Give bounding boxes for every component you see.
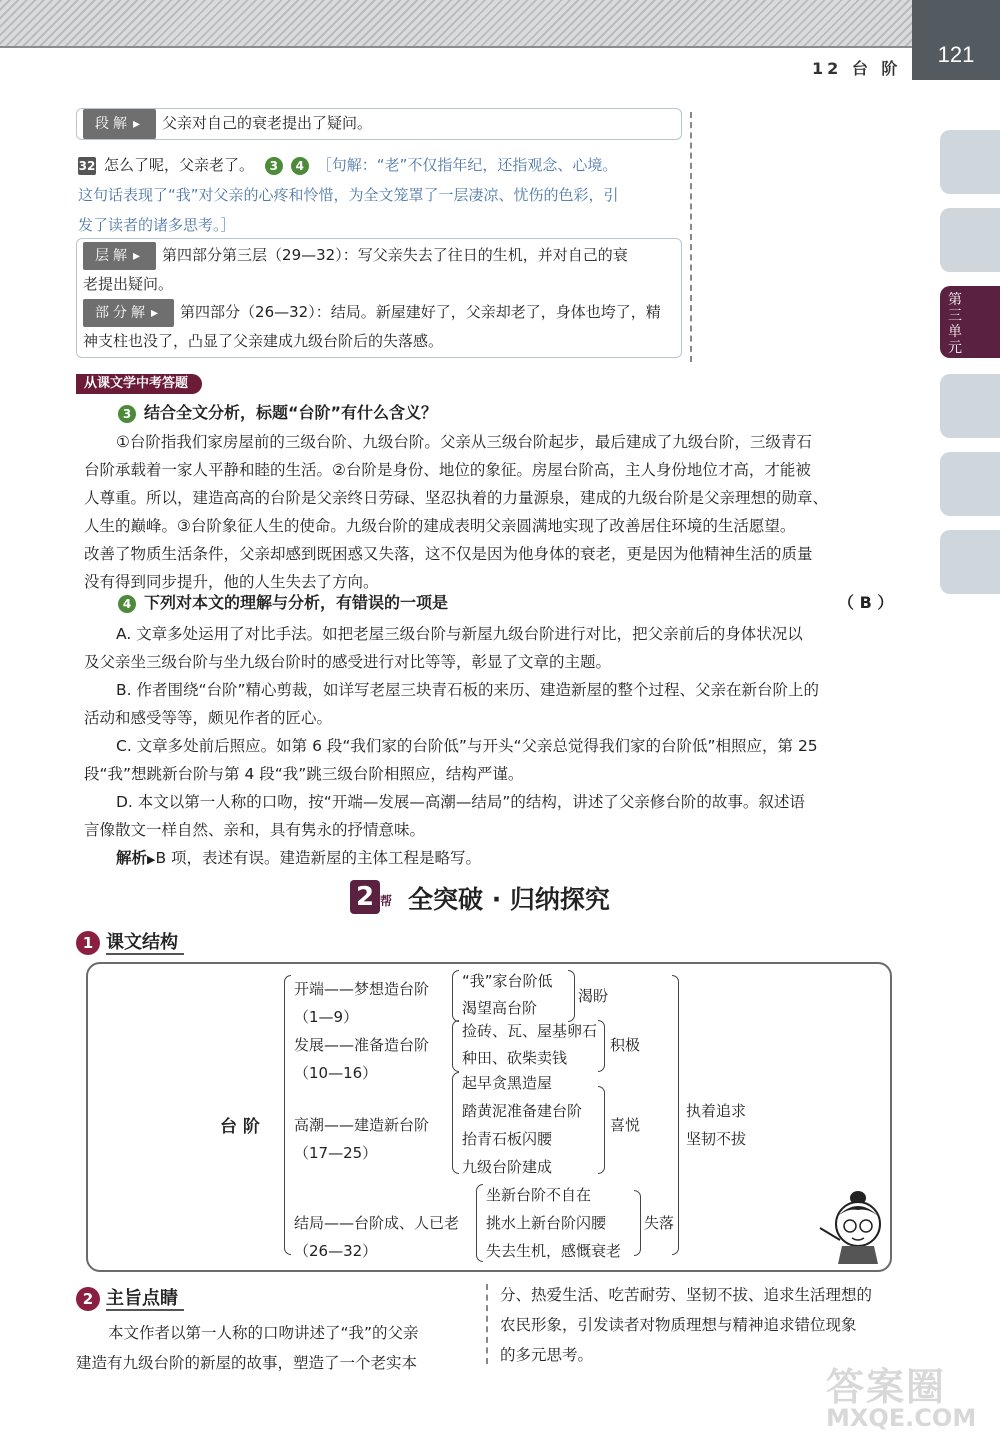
- answer-line: ①台阶指我们家房屋前的三级台阶、九级台阶。父亲从三级台阶起步，最后建成了九级台阶，三级青石: [116, 433, 812, 451]
- structure-title: 课文结构: [106, 932, 184, 955]
- part-note-text-2: 神支柱也没了，凸显了父亲建成九级台阶后的失落感。: [83, 332, 444, 350]
- paragraph-32: [78, 150, 688, 240]
- branch-label: 发展——准备造台阶: [294, 1036, 430, 1054]
- structure-num: 1: [76, 931, 100, 955]
- summary-1: 执着追求: [686, 1102, 747, 1120]
- branch-brace: [452, 1020, 459, 1072]
- summary-brace: [672, 975, 679, 1255]
- branch-label: 结局——台阶成、人已老: [294, 1214, 460, 1232]
- summary-2: 坚韧不拔: [686, 1130, 747, 1148]
- option-c-line1: C. 文章多处前后照应。如第 6 段“我们家的台阶低”与开头“父亲总觉得我们家的台阶低”相照应，第 25: [116, 737, 818, 755]
- section-title: 全突破 · 归纳探究: [408, 885, 610, 914]
- item-brace: [598, 1086, 605, 1174]
- header-band: [0, 0, 912, 46]
- branch-item: 种田、砍柴卖钱: [462, 1049, 568, 1067]
- branch-brace: [476, 1184, 483, 1262]
- question-3-icon: 3: [118, 405, 136, 423]
- part-note-tag: 部分解 ▸: [83, 299, 174, 327]
- sentence-note-3: 发了读者的诸多思考。］: [78, 216, 236, 234]
- sentence-note-1: ［句解：“老”不仅指年纪，还指观念、心境。: [316, 156, 618, 174]
- side-tab-6[interactable]: [940, 530, 1000, 594]
- layer-note-box: [76, 238, 682, 358]
- branch-item: 失去生机，感慨衰老: [486, 1242, 622, 1260]
- analysis-label: 解析: [116, 849, 148, 867]
- theme-left: [76, 1318, 476, 1378]
- question-3: [118, 400, 437, 426]
- diagram-root: 台 阶: [220, 1117, 260, 1137]
- dashed-guide: [690, 112, 692, 362]
- theme-line: 本文作者以第一人称的口吻讲述了“我”的父亲: [108, 1324, 419, 1342]
- layer-note-tag: 层解 ▸: [83, 242, 156, 270]
- watermark-logo: 答案圈: [826, 1365, 947, 1409]
- theme-line: 的多元思考。: [500, 1346, 594, 1364]
- answer-line: 改善了物质生活条件，父亲却感到既困惑又失落，这不仅是因为他身体的衰老，更是因为他精神生活的质量: [84, 545, 813, 563]
- question-4-text: 下列对本文的理解与分析，有错误的一项是: [144, 593, 449, 612]
- paragraph-note-text: 父亲对自己的衰老提出了疑问。: [162, 114, 373, 132]
- side-tab-active-label: 第三单元: [948, 292, 962, 356]
- side-tab-4[interactable]: [940, 374, 1000, 438]
- option-d-line1: D. 本文以第一人称的口吻，按“开端—发展—高潮—结局”的结构，讲述了父亲修台阶的故事。叙述语: [116, 793, 805, 811]
- answer-line: 没有得到同步提升，他的人生失去了方向。: [84, 573, 379, 591]
- question-4-icon: 4: [118, 595, 136, 613]
- branch-item: 捡砖、瓦、屋基卵石: [462, 1022, 598, 1040]
- paragraph-note-box: [76, 108, 682, 140]
- exam-banner: 从课文学中考答题: [76, 374, 202, 394]
- branch-item: 九级台阶建成: [462, 1158, 553, 1176]
- question-mark-4: 4: [291, 157, 309, 175]
- option-d-line2: 言像散文一样自然、亲和，具有隽永的抒情意味。: [84, 821, 426, 839]
- theme-num: 2: [76, 1287, 100, 1311]
- answer-line: 人生的巅峰。③台阶象征人生的使命。九级台阶的建成表明父亲圆满地实现了改善居住环境的生活愿望。: [84, 517, 796, 535]
- option-b-line1: B. 作者围绕“台阶”精心剪裁，如详写老屋三块青石板的来历、建造新屋的整个过程、父亲在新台阶上的: [116, 681, 820, 699]
- item-brace: [568, 970, 575, 1022]
- branch-mood: 失落: [644, 1214, 675, 1232]
- answer-line: 人尊重。所以，建造高高的台阶是父亲终日劳碌、坚忍执着的力量源泉，建成的九级台阶是父亲理想的勋章、: [84, 489, 829, 507]
- question-4: [118, 590, 448, 616]
- branch-item: 抬青石板闪腰: [462, 1130, 553, 1148]
- option-a-line1: A. 文章多处运用了对比手法。如把老屋三级台阶与新屋九级台阶进行对比，把父亲前后的身体状况以: [116, 625, 803, 643]
- branch-item: 起早贪黑造屋: [462, 1074, 553, 1092]
- paragraph-number: 32: [78, 159, 96, 173]
- paragraph-note-tag: 段解 ▸: [83, 109, 156, 139]
- structure-heading: [76, 928, 184, 955]
- theme-line: 农民形象，引发读者对物质理想与精神追求错位现象: [500, 1316, 857, 1334]
- branch-mood: 喜悦: [610, 1116, 641, 1134]
- branch-item: 渴望高台阶: [462, 999, 538, 1017]
- chapter-title: 12 台 阶: [812, 59, 902, 78]
- root-brace: [284, 975, 291, 1255]
- side-tab-active[interactable]: [940, 286, 1000, 358]
- branch-brace: [452, 1072, 459, 1174]
- branch-brace: [452, 970, 459, 1022]
- option-c-line2: 段“我”想跳新台阶与第 4 段“我”跳三级台阶相照应，结构严谨。: [84, 765, 524, 783]
- option-a-line2: 及父亲坐三级台阶与坐九级台阶时的感受进行对比等等，彰显了文章的主题。: [84, 653, 612, 671]
- theme-heading: [76, 1284, 184, 1311]
- side-tab-5[interactable]: [940, 452, 1000, 516]
- section-badge-sub: 帮: [380, 894, 393, 908]
- watermark-url: MXQE.COM: [826, 1404, 977, 1432]
- question-4-answer: （ B ）: [838, 593, 894, 612]
- column-divider: [486, 1284, 488, 1364]
- question-3-answer: [84, 428, 892, 596]
- branch-range: （10—16）: [294, 1064, 378, 1082]
- theme-line: 分、热爱生活、吃苦耐劳、坚韧不拔、追求生活理想的: [500, 1286, 873, 1304]
- page-number: 121: [937, 42, 975, 67]
- side-tab-2[interactable]: [940, 208, 1000, 272]
- branch-range: （1—9）: [294, 1008, 359, 1026]
- header-rule: [0, 46, 912, 48]
- branch-range: （17—25）: [294, 1144, 378, 1162]
- section-heading: [350, 878, 650, 918]
- layer-note-text-2: 老提出疑问。: [83, 275, 174, 293]
- theme-title: 主旨点睛: [106, 1288, 184, 1311]
- branch-item: 坐新台阶不自在: [486, 1186, 592, 1204]
- analysis-text: B 项，表述有误。建造新屋的主体工程是略写。: [155, 849, 482, 867]
- item-brace: [598, 1020, 605, 1072]
- branch-item: 踏黄泥准备建台阶: [462, 1102, 583, 1120]
- question-3-text: 结合全文分析，标题“台阶”有什么含义？: [144, 403, 438, 422]
- part-note-text-1: 第四部分（26—32）：结局。新屋建好了，父亲却老了，身体也垮了，精: [180, 303, 661, 321]
- theme-line: 建造有九级台阶的新屋的故事，塑造了一个老实本: [76, 1354, 418, 1372]
- sentence-note-2: 这句话表现了“我”对父亲的心疼和怜惜，为全文笼罩了一层凄凉、忧伤的色彩，引: [78, 186, 619, 204]
- item-brace: [634, 1190, 641, 1256]
- layer-note-text-1: 第四部分第三层（29—32）：写父亲失去了往日的生机，并对自己的衰: [162, 246, 628, 264]
- answer-line: 台阶承载着一家人平静和睦的生活。②台阶是身份、地位的象征。房屋台阶高，主人身份地位才高，才能被: [84, 461, 811, 479]
- question-mark-3: 3: [265, 157, 283, 175]
- branch-mood: 积极: [610, 1036, 641, 1054]
- branch-item: “我”家台阶低: [462, 972, 553, 990]
- branch-range: （26—32）: [294, 1242, 378, 1260]
- section-badge: 2: [350, 880, 380, 914]
- teacher-cartoon-icon: [818, 1188, 890, 1266]
- question-4-options: A. 文章多处运用了对比手法。如把老屋三级台阶与新屋九级台阶进行对比，把父亲前后的身体状况以 及父亲坐三级台阶与坐九级台阶时的感受进行对比等等，彰显了文章的主题。 B. 作者围绕“台阶”精心剪裁，如详写老屋三块青石板的来历、建造新屋的整个过程、父亲在新台阶上的 活动和感受等等，颇见作者的匠心。 C. 文章多处前后照应。如第 6 段“我们家的台阶低”与开头“父亲总觉得我们家的台阶低”相照应，第 25 段“我”想跳新台阶与第 4 段“我”跳三级台阶相照应，结构严谨。 D. 本文以第一人称的口吻，按“开端—发展—高潮—结局”的结构，讲述了父亲修台阶的故事。叙述语 言像散文一样自然、亲和，具有隽永的抒情意味。 解析▶B 项，表述有误。建造新屋的主体工程是略写。: [84, 620, 892, 874]
- option-b-line2: 活动和感受等等，颇见作者的匠心。: [84, 709, 333, 727]
- side-tab-1[interactable]: [940, 130, 1000, 194]
- branch-label: 高潮——建造新台阶: [294, 1116, 430, 1134]
- branch-label: 开端——梦想造台阶: [294, 980, 430, 998]
- branch-mood: 渴盼: [578, 987, 609, 1005]
- branch-item: 挑水上新台阶闪腰: [486, 1214, 607, 1232]
- paragraph-32-text: 怎么了呢，父亲老了。: [104, 156, 255, 174]
